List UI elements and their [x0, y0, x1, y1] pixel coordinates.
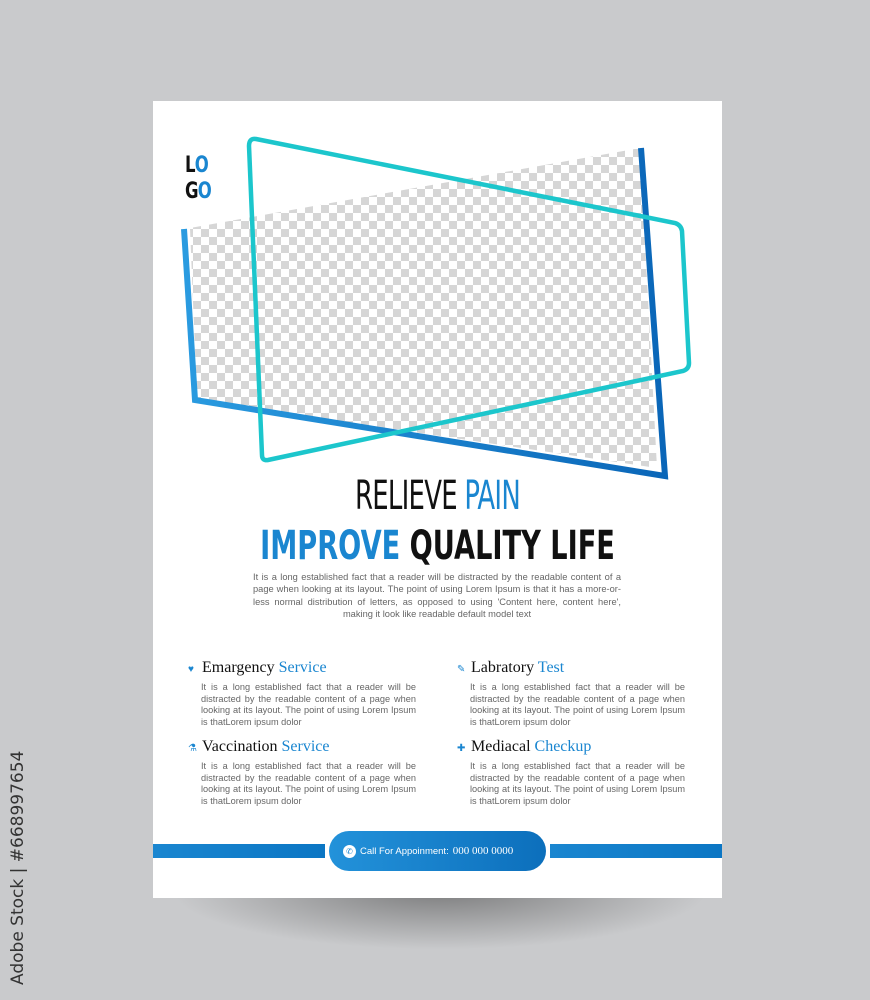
headline-line1: RELIEVE PAIN — [354, 473, 521, 519]
phone-icon: ✆ — [343, 845, 356, 858]
service-checkup: ✚ Mediacal Checkup It is a long established fact that a reader will be distracted by the readable content of a page when looking at its layout. The point of using Lorem Ipsum is thatLorem ipsum dolor — [457, 738, 685, 806]
image-placeholder-frame — [153, 101, 722, 501]
service-text: It is a long established fact that a reader will be distracted by the readable content of a page when looking at its layout. The point of using Lorem Ipsum is thatLorem ipsum dolor — [201, 761, 416, 806]
footer-bar-right — [550, 844, 722, 858]
logo-letter: L — [185, 153, 195, 178]
logo-letter: O — [197, 179, 212, 204]
call-appointment-pill[interactable] — [329, 831, 546, 871]
medical-cross-icon: ✚ — [457, 743, 466, 754]
service-emergency: ♥ Emargency Service It is a long established fact that a reader will be distracted by the readable content of a page when looking at its layout. The point of using Lorem Ipsum is thatLorem ipsum dolor — [188, 659, 416, 727]
service-text: It is a long established fact that a reader will be distracted by the readable content of a page when looking at its layout. The point of using Lorem Ipsum is thatLorem ipsum dolor — [470, 682, 685, 727]
headline-line2: IMPROVE QUALITY LIFE — [260, 523, 615, 569]
page-shadow — [170, 890, 710, 950]
heart-pulse-icon: ♥ — [188, 664, 194, 675]
syringe-icon: ✎ — [457, 664, 466, 675]
service-vaccination: ⚗ Vaccination Service It is a long established fact that a reader will be distracted by the readable content of a page when looking at its layout. The point of using Lorem Ipsum is thatLorem ipsum dolor — [188, 738, 416, 806]
cta-label: Call For Appoinment: — [360, 845, 449, 857]
stock-watermark: Adobe Stock | #668997654 — [8, 750, 28, 985]
flyer-page — [153, 101, 722, 898]
service-laboratory: ✎ Labratory Test It is a long established fact that a reader will be distracted by the readable content of a page when looking at its layout. The point of using Lorem Ipsum is thatLorem ipsum dolor — [457, 659, 685, 727]
footer-bar-left — [153, 844, 325, 858]
phone-number: 000 000 0000 — [452, 845, 514, 857]
intro-text: It is a long established fact that a reader will be distracted by the readable content of a page when looking at its layout. The point of using Lorem Ipsum is that it has a more-or-less normal distribution of letters, as opposed to using 'Content here, content here', making it look like readable default model text — [253, 572, 621, 619]
service-text: It is a long established fact that a reader will be distracted by the readable content of a page when looking at its layout. The point of using Lorem Ipsum is thatLorem ipsum dolor — [470, 761, 685, 806]
flask-icon: ⚗ — [188, 743, 197, 754]
logo-letter: O — [194, 153, 209, 178]
service-text: It is a long established fact that a reader will be distracted by the readable content of a page when looking at its layout. The point of using Lorem Ipsum is thatLorem ipsum dolor — [201, 682, 416, 727]
logo-letter: G — [185, 179, 198, 204]
